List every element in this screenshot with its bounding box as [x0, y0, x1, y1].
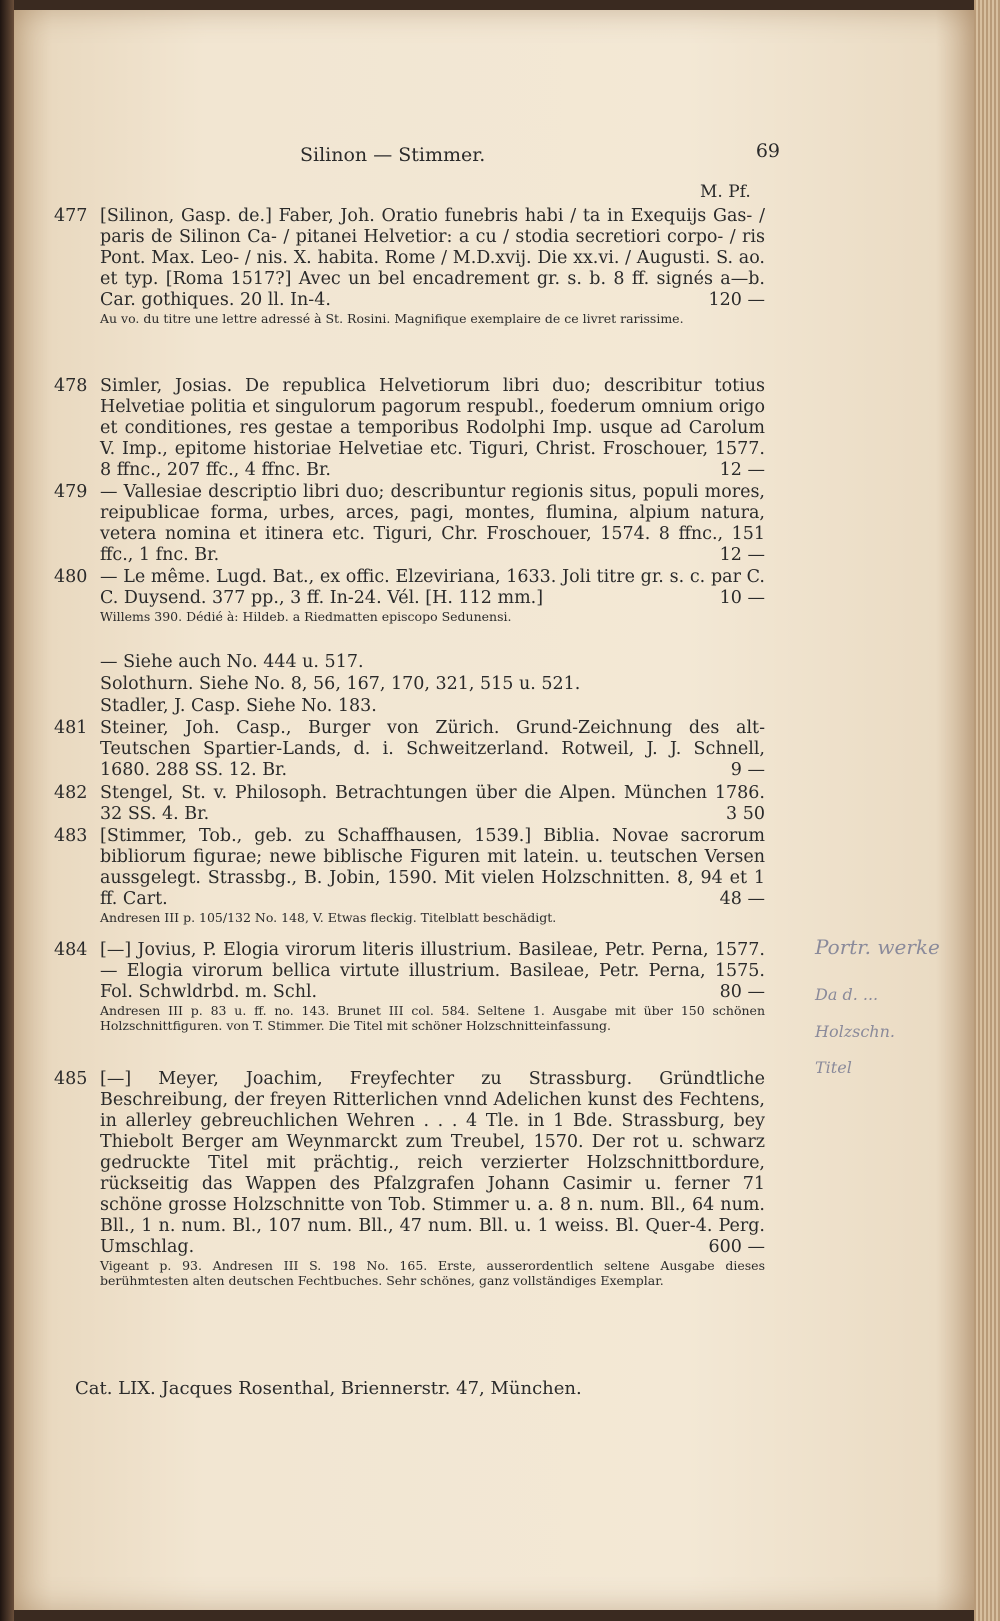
entry-price: 3 50: [726, 804, 765, 824]
handwritten-note: Da d. ...: [815, 985, 879, 1004]
entry-note: Vigeant p. 93. Andresen III S. 198 No. 165. Erste, ausserordentlich seltene Ausgabe dieses berühmtesten alten deutschen Fechtbuches. Sehr schönes, ganz vollständiges Exemplar.: [100, 1258, 765, 1288]
entry-number: 479: [54, 482, 88, 502]
catalog-entry: [100, 696, 765, 717]
entry-price: 9 —: [730, 760, 765, 780]
entry-number: 478: [54, 376, 88, 396]
entry-number: 481: [54, 718, 88, 738]
entry-price: 80 —: [719, 982, 765, 1002]
entry-text: [—] Meyer, Joachim, Freyfechter zu Strassburg. Gründtliche Beschreibung, der freyen Ritterlichen vnnd Adelichen kunst des Fechtens, in allerley gebreuchlichen Wehren . . . 4 Tle. in 1 Bde. Strassburg, bey Thiebolt Berger am Weynmarckt zum Treubel, 1570. Der rot u. schwarz gedruckte Titel mit prächtig., reich verzierter Holzschnittbordure, rückseitig das Wappen des Pfalzgrafen Johann Casimir u. ferner 71 schöne grosse Holzschnitte von Tob. Stimmer u. a. 8 n. num. Bll., 64 num. Bll., 1 n. num. Bl., 107 num. Bll., 47 num. Bll. u. 1 weiss. Bl. Quer-4. Perg. Umschlag.: [100, 1069, 765, 1257]
page-number: 69: [755, 140, 780, 162]
catalog-entry: [100, 940, 765, 1033]
entry-text: Simler, Josias. De republica Helvetiorum libri duo; describitur totius Helvetiae politia et singulorum pagorum respubl., foederum omnium origo et conditiones, res gestae a temporibus Rodolphi Imp. usque ad Carolum V. Imp., epitome historiae Helvetiae etc. Tiguri, Christ. Froschouer, 1577. 8 ffnc., 207 ffc., 4 ffnc. Br.: [100, 376, 765, 480]
entry-text: [Silinon, Gasp. de.] Faber, Joh. Oratio funebris habi / ta in Exequijs Gas- / paris de Silinon Ca- / pitanei Helvetior: a cu / stodia secretiori corpo- / ris Pont. Max. Leo- / nis. X. habita. Rome / M.D.xvij. Die xx.vi. / Augusti. S. ao. et typ. [Roma 1517?] Avec un bel encadrement gr. s. b. 8 ff. signés a—b. Car. gothiques. 20 ll. In-4.: [100, 206, 765, 310]
catalog-entry: [100, 206, 765, 326]
catalog-entry: [100, 652, 765, 673]
page-header: [290, 140, 780, 170]
catalog-entry: [100, 826, 765, 925]
entry-number: 483: [54, 826, 88, 846]
entry-number: 482: [54, 783, 88, 803]
entry-note: Andresen III p. 83 u. ff. no. 143. Brunet III col. 584. Seltene 1. Ausgabe mit über 150 schönen Holzschnittfiguren. von T. Stimmer. Die Titel mit schöner Holzschnitteinfassung.: [100, 1003, 765, 1033]
entry-text: Steiner, Joh. Casp., Burger von Zürich. Grund-Zeichnung des alt-Teutschen Spartier-Lands, d. i. Schweitzerland. Rotweil, J. J. Schnell, 1680. 288 SS. 12. Br.: [100, 718, 765, 780]
catalog-footer: Cat. LIX. Jacques Rosenthal, Briennerstr. 47, München.: [75, 1378, 582, 1399]
catalog-entry: [100, 674, 765, 695]
handwritten-note: Titel: [815, 1058, 852, 1077]
entry-note: Willems 390. Dédié à: Hildeb. a Riedmatten episcopo Sedunensi.: [100, 609, 512, 624]
entry-price: 600 —: [708, 1237, 765, 1257]
catalog-entry: [100, 482, 765, 566]
book-spine: [0, 0, 14, 1621]
catalog-entry: [100, 1069, 765, 1288]
entry-number: 484: [54, 940, 88, 960]
entry-price: 12 —: [719, 545, 765, 565]
page-edges: [974, 0, 1000, 1621]
entry-text: Stadler, J. Casp. Siehe No. 183.: [100, 696, 377, 716]
catalog-entry: [100, 567, 765, 624]
entry-text: [—] Jovius, P. Elogia virorum literis illustrium. Basileae, Petr. Perna, 1577. — Elogia virorum bellica virtute illustrium. Basileae, Petr. Perna, 1575. Fol. Schwldrbd. m. Schl.: [100, 940, 765, 1002]
entry-note: Au vo. du titre une lettre adressé à St. Rosini. Magnifique exemplaire de ce livret rarissime.: [100, 311, 684, 326]
entry-text: — Vallesiae descriptio libri duo; describuntur regionis situs, populi mores, reipublicae forma, urbes, arces, pagi, montes, flumina, alpium natura, vetera nomina et itinera etc. Tiguri, Chr. Froschouer, 1574. 8 ffnc., 151 ffc., 1 fnc. Br.: [100, 482, 765, 565]
entry-price: 120 —: [708, 290, 765, 310]
entry-number: 477: [54, 206, 88, 226]
entry-price: 48 —: [719, 889, 765, 909]
entry-number: 480: [54, 567, 88, 587]
handwritten-note: Portr. werke: [815, 935, 940, 959]
entry-text: Solothurn. Siehe No. 8, 56, 167, 170, 321, 515 u. 521.: [100, 674, 581, 694]
entry-price: 10 —: [719, 588, 765, 608]
entry-text: — Le même. Lugd. Bat., ex offic. Elzeviriana, 1633. Joli titre gr. s. c. par C. C. Duysend. 377 pp., 3 ff. In-24. Vél. [H. 112 mm.]: [100, 567, 765, 608]
entry-note: Andresen III p. 105/132 No. 148, V. Etwas fleckig. Titelblatt beschädigt.: [100, 910, 557, 925]
running-title: Silinon — Stimmer.: [300, 144, 486, 166]
catalog-entry: [100, 718, 765, 781]
entry-text: — Siehe auch No. 444 u. 517.: [100, 652, 364, 672]
entry-price: 12 —: [719, 460, 765, 480]
currency-label: M. Pf.: [700, 182, 751, 202]
entry-text: Stengel, St. v. Philosoph. Betrachtungen über die Alpen. München 1786. 32 SS. 4. Br.: [100, 783, 765, 824]
entry-number: 485: [54, 1069, 88, 1089]
handwritten-note: Holzschn.: [815, 1022, 895, 1041]
catalog-entry: [100, 376, 765, 481]
catalog-entry: [100, 783, 765, 825]
entry-text: [Stimmer, Tob., geb. zu Schaffhausen, 1539.] Biblia. Novae sacrorum bibliorum figurae; newe biblische Figuren mit latein. u. teutschen Versen aussgelegt. Strassbg., B. Jobin, 1590. Mit vielen Holzschnitten. 8, 94 et 1 ff. Cart.: [100, 826, 765, 909]
